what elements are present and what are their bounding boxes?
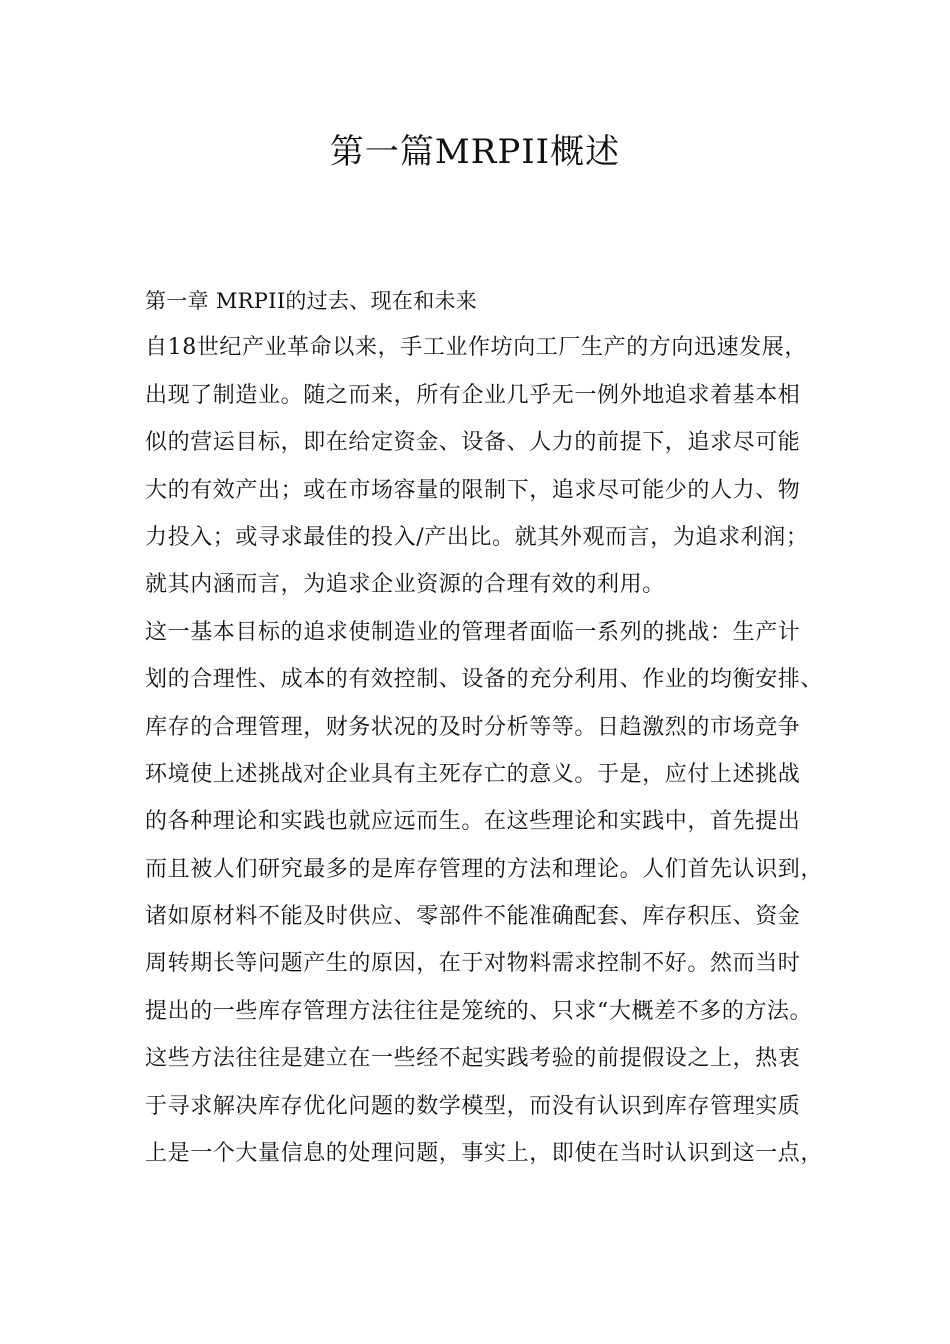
text-line: 上是一个大量信息的处理问题，事实上，即使在当时认识到这一点， bbox=[145, 1141, 824, 1167]
text-line: 周转期长等问题产生的原因，在于对物料需求控制不好。然而当时 bbox=[145, 951, 801, 977]
page-title: 第一篇MRPII概述 bbox=[329, 132, 621, 172]
text-line: 诸如原材料不能及时供应、零部件不能准确配套、库存积压、资金 bbox=[145, 904, 801, 930]
text-line: 库存的合理管理，财务状况的及时分析等等。日趋激烈的市场竞争 bbox=[145, 714, 801, 740]
text-line: 自18世纪产业革命以来，手工业作坊向工厂生产的方向迅速发展， bbox=[145, 335, 807, 361]
text-line: 出现了制造业。随之而来，所有企业几乎无一例外地追求着基本相 bbox=[145, 382, 801, 408]
text-line: 大的有效产出；或在市场容量的限制下，追求尽可能少的人力、物 bbox=[145, 477, 801, 503]
text-line: 力投入；或寻求最佳的投入/产出比。就其外观而言，为追求利润； bbox=[145, 524, 809, 550]
chapter-heading: 第一章 MRPII的过去、现在和未来 bbox=[145, 289, 478, 313]
text-line: 就其内涵而言，为追求企业资源的合理有效的利用。 bbox=[145, 572, 665, 598]
text-line: 环境使上述挑战对企业具有主死存亡的意义。于是，应付上述挑战 bbox=[145, 761, 801, 787]
text-line: 而且被人们研究最多的是库存管理的方法和理论。人们首先认识到， bbox=[145, 856, 824, 882]
text-line: 于寻求解决库存优化问题的数学模型，而没有认识到库存管理实质 bbox=[145, 1093, 801, 1119]
text-line: 划的合理性、成本的有效控制、设备的充分利用、作业的均衡安排、 bbox=[145, 667, 824, 693]
body-text bbox=[145, 282, 845, 1182]
text-line: 这些方法往往是建立在一些经不起实践考验的前提假设之上，热衷 bbox=[145, 1046, 801, 1072]
text-line: 似的营运目标，即在给定资金、设备、人力的前提下，追求尽可能 bbox=[145, 430, 801, 456]
text-line: 的各种理论和实践也就应远而生。在这些理论和实践中，首先提出 bbox=[145, 809, 801, 835]
text-line: 这一基本目标的追求使制造业的管理者面临一系列的挑战：生产计 bbox=[145, 619, 801, 645]
text-line: 提出的一些库存管理方法往往是笼统的、只求“大概差不多的方法。 bbox=[145, 998, 813, 1024]
